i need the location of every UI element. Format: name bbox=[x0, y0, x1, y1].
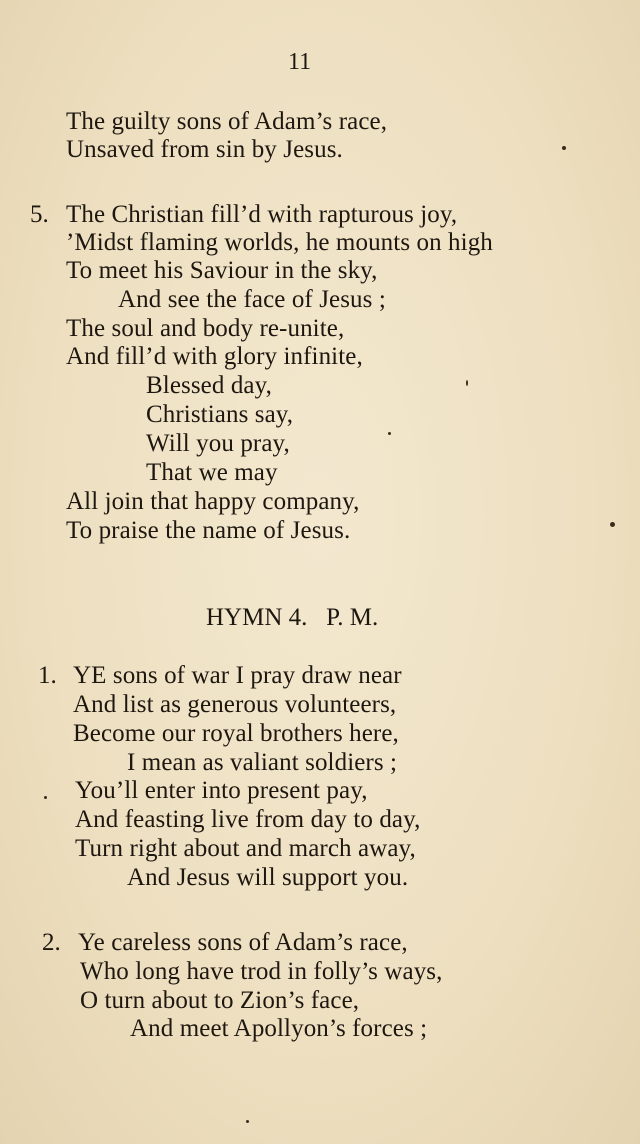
verse-line: All join that happy company, bbox=[66, 488, 360, 515]
verse-line: Unsaved from sin by Jesus. bbox=[66, 136, 343, 163]
verse-line: Christians say, bbox=[146, 401, 294, 428]
page-number: 11 bbox=[288, 49, 312, 75]
verse-line: And see the face of Jesus ; bbox=[118, 286, 386, 313]
paper-speck bbox=[610, 522, 615, 527]
paper-speck bbox=[466, 380, 468, 386]
hymn-heading bbox=[206, 604, 378, 632]
verse-line: To meet his Saviour in the sky, bbox=[66, 257, 378, 284]
verse-line: YE sons of war I pray draw near bbox=[73, 662, 402, 689]
paper-speck bbox=[388, 432, 391, 435]
verse-line: Will you pray, bbox=[146, 430, 290, 457]
verse-line: And meet Apollyon’s forces ; bbox=[130, 1015, 428, 1042]
verse-line: O turn about to Zion’s face, bbox=[80, 987, 360, 1014]
verse-line: And feasting live from day to day, bbox=[75, 806, 421, 833]
verse-line: The guilty sons of Adam’s race, bbox=[66, 108, 388, 135]
verse-line: The Christian fill’d with rapturous joy, bbox=[66, 201, 458, 228]
verse-line: Who long have trod in folly’s ways, bbox=[80, 958, 443, 985]
paper-speck bbox=[246, 1120, 249, 1123]
hymn-title: HYMN 4. bbox=[206, 604, 308, 631]
hymn-meter: P. M. bbox=[326, 604, 379, 631]
paper-speck bbox=[562, 146, 566, 150]
verse-line: I mean as valiant soldiers ; bbox=[127, 749, 398, 776]
verse-line: Turn right about and march away, bbox=[75, 835, 416, 862]
stanza-number: 5. bbox=[30, 201, 49, 228]
verse-line: Blessed day, bbox=[146, 372, 272, 399]
verse-line: Ye careless sons of Adam’s race, bbox=[78, 929, 408, 956]
verse-line: The soul and body re-unite, bbox=[66, 315, 345, 342]
verse-line: And fill’d with glory infinite, bbox=[66, 343, 363, 370]
verse-line: And Jesus will support you. bbox=[127, 864, 409, 891]
paper-speck bbox=[44, 796, 47, 799]
stanza-number: 2. bbox=[42, 929, 61, 956]
verse-line: You’ll enter into present pay, bbox=[75, 777, 368, 804]
verse-line: That we may bbox=[146, 459, 278, 486]
verse-line: ’Midst flaming worlds, he mounts on high bbox=[66, 229, 493, 256]
verse-line: To praise the name of Jesus. bbox=[66, 517, 351, 544]
verse-line: Become our royal brothers here, bbox=[73, 720, 399, 747]
stanza-number: 1. bbox=[38, 662, 57, 689]
verse-line: And list as generous volunteers, bbox=[73, 691, 397, 718]
